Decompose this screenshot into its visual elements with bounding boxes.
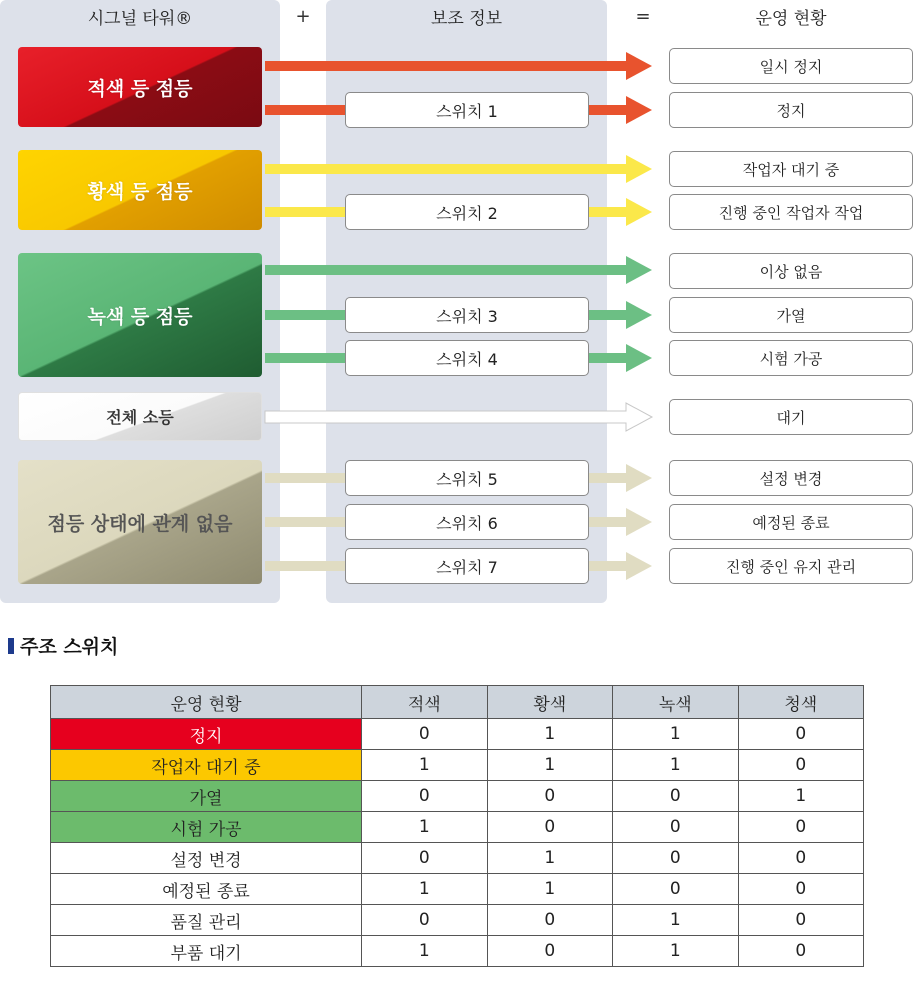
row-value-cell: 0: [362, 905, 488, 936]
row-value-cell: 1: [487, 874, 613, 905]
row-value-cell: 1: [362, 936, 488, 967]
table-header-row: [51, 686, 864, 719]
th-status: 운영 현황: [51, 686, 362, 719]
switch-1-box: 스위치 1: [345, 92, 589, 128]
row-value-cell: 0: [613, 874, 739, 905]
row-value-cell: 0: [362, 781, 488, 812]
switch-2-box: 스위치 2: [345, 194, 589, 230]
row-status-name: 부품 대기: [51, 936, 362, 967]
row-value-cell: 1: [613, 905, 739, 936]
tower-red-on: [18, 47, 262, 127]
row-value-cell: 1: [738, 781, 864, 812]
tower-any-state: [18, 460, 262, 584]
row-value-cell: 0: [362, 719, 488, 750]
status-pause: 일시 정지: [669, 48, 913, 84]
section-marker-icon: [8, 638, 14, 654]
status-heating: 가열: [669, 297, 913, 333]
status-setup-change: 설정 변경: [669, 460, 913, 496]
row-value-cell: 0: [738, 905, 864, 936]
row-value-cell: 1: [487, 843, 613, 874]
op-status-header: 운영 현황: [755, 9, 827, 29]
table-row: [51, 905, 864, 936]
status-stop: 정지: [669, 92, 913, 128]
arrow-green-to-ok: [265, 256, 652, 284]
table-row: [51, 843, 864, 874]
section-title: [8, 632, 118, 659]
row-value-cell: 0: [738, 750, 864, 781]
tower-red-label: 적색 등 점등: [87, 77, 193, 100]
table-row: [51, 936, 864, 967]
arrow-yellow-to-waiting: [265, 155, 652, 183]
status-maintenance: 진행 중인 유지 관리: [669, 548, 913, 584]
row-status-name: 예정된 종료: [51, 874, 362, 905]
row-value-cell: 0: [738, 874, 864, 905]
switch-6-box: 스위치 6: [345, 504, 589, 540]
status-operator-working: 진행 중인 작업자 작업: [669, 194, 913, 230]
th-yellow: 황색: [487, 686, 613, 719]
row-value-cell: 0: [362, 843, 488, 874]
row-status-name: 시험 가공: [51, 812, 362, 843]
tower-off-label: 전체 소등: [106, 408, 174, 427]
row-value-cell: 0: [738, 936, 864, 967]
row-value-cell: 1: [613, 719, 739, 750]
section-title-text: 주조 스위치: [20, 636, 119, 658]
row-status-name: 정지: [51, 719, 362, 750]
row-value-cell: 0: [613, 812, 739, 843]
status-scheduled-shutdown: 예정된 종료: [669, 504, 913, 540]
row-value-cell: 1: [613, 750, 739, 781]
tower-all-off: [18, 392, 262, 441]
row-value-cell: 1: [487, 719, 613, 750]
status-operator-waiting: 작업자 대기 중: [669, 151, 913, 187]
arrow-red-to-pause: [265, 52, 652, 80]
row-value-cell: 0: [738, 843, 864, 874]
switch-7-box: 스위치 7: [345, 548, 589, 584]
row-value-cell: 0: [738, 719, 864, 750]
switch-4-box: 스위치 4: [345, 340, 589, 376]
row-value-cell: 0: [613, 843, 739, 874]
row-value-cell: 1: [362, 750, 488, 781]
row-status-name: 설정 변경: [51, 843, 362, 874]
row-value-cell: 1: [487, 750, 613, 781]
tower-green-label: 녹색 등 점등: [87, 305, 193, 328]
tower-yellow-on: [18, 150, 262, 230]
row-value-cell: 0: [738, 812, 864, 843]
table-row: [51, 750, 864, 781]
row-value-cell: 0: [487, 905, 613, 936]
table-row: [51, 719, 864, 750]
table-row: [51, 812, 864, 843]
tower-yellow-label: 황색 등 점등: [87, 180, 193, 203]
plus-sign: +: [295, 6, 311, 27]
status-test-machining: 시험 가공: [669, 340, 913, 376]
aux-info-header: 보조 정보: [430, 9, 503, 29]
row-value-cell: 0: [487, 812, 613, 843]
signal-tower-header: 시그널 타워®: [87, 9, 193, 29]
row-value-cell: 1: [362, 812, 488, 843]
switch-5-box: 스위치 5: [345, 460, 589, 496]
equals-sign: =: [635, 6, 651, 27]
row-status-name: 작업자 대기 중: [51, 750, 362, 781]
table-row: [51, 781, 864, 812]
arrow-off-to-standby: [265, 403, 652, 431]
row-value-cell: 1: [613, 936, 739, 967]
tower-green-on: [18, 253, 262, 377]
status-no-issue: 이상 없음: [669, 253, 913, 289]
row-value-cell: 1: [362, 874, 488, 905]
row-status-name: 가열: [51, 781, 362, 812]
th-blue: 청색: [738, 686, 864, 719]
table-row: [51, 874, 864, 905]
row-value-cell: 0: [487, 781, 613, 812]
switch-table: [50, 685, 864, 967]
switch-3-box: 스위치 3: [345, 297, 589, 333]
row-value-cell: 0: [487, 936, 613, 967]
status-standby: 대기: [669, 399, 913, 435]
tower-any-label: 점등 상태에 관계 없음: [47, 512, 233, 535]
row-status-name: 품질 관리: [51, 905, 362, 936]
th-red: 적색: [362, 686, 488, 719]
th-green: 녹색: [613, 686, 739, 719]
row-value-cell: 0: [613, 781, 739, 812]
